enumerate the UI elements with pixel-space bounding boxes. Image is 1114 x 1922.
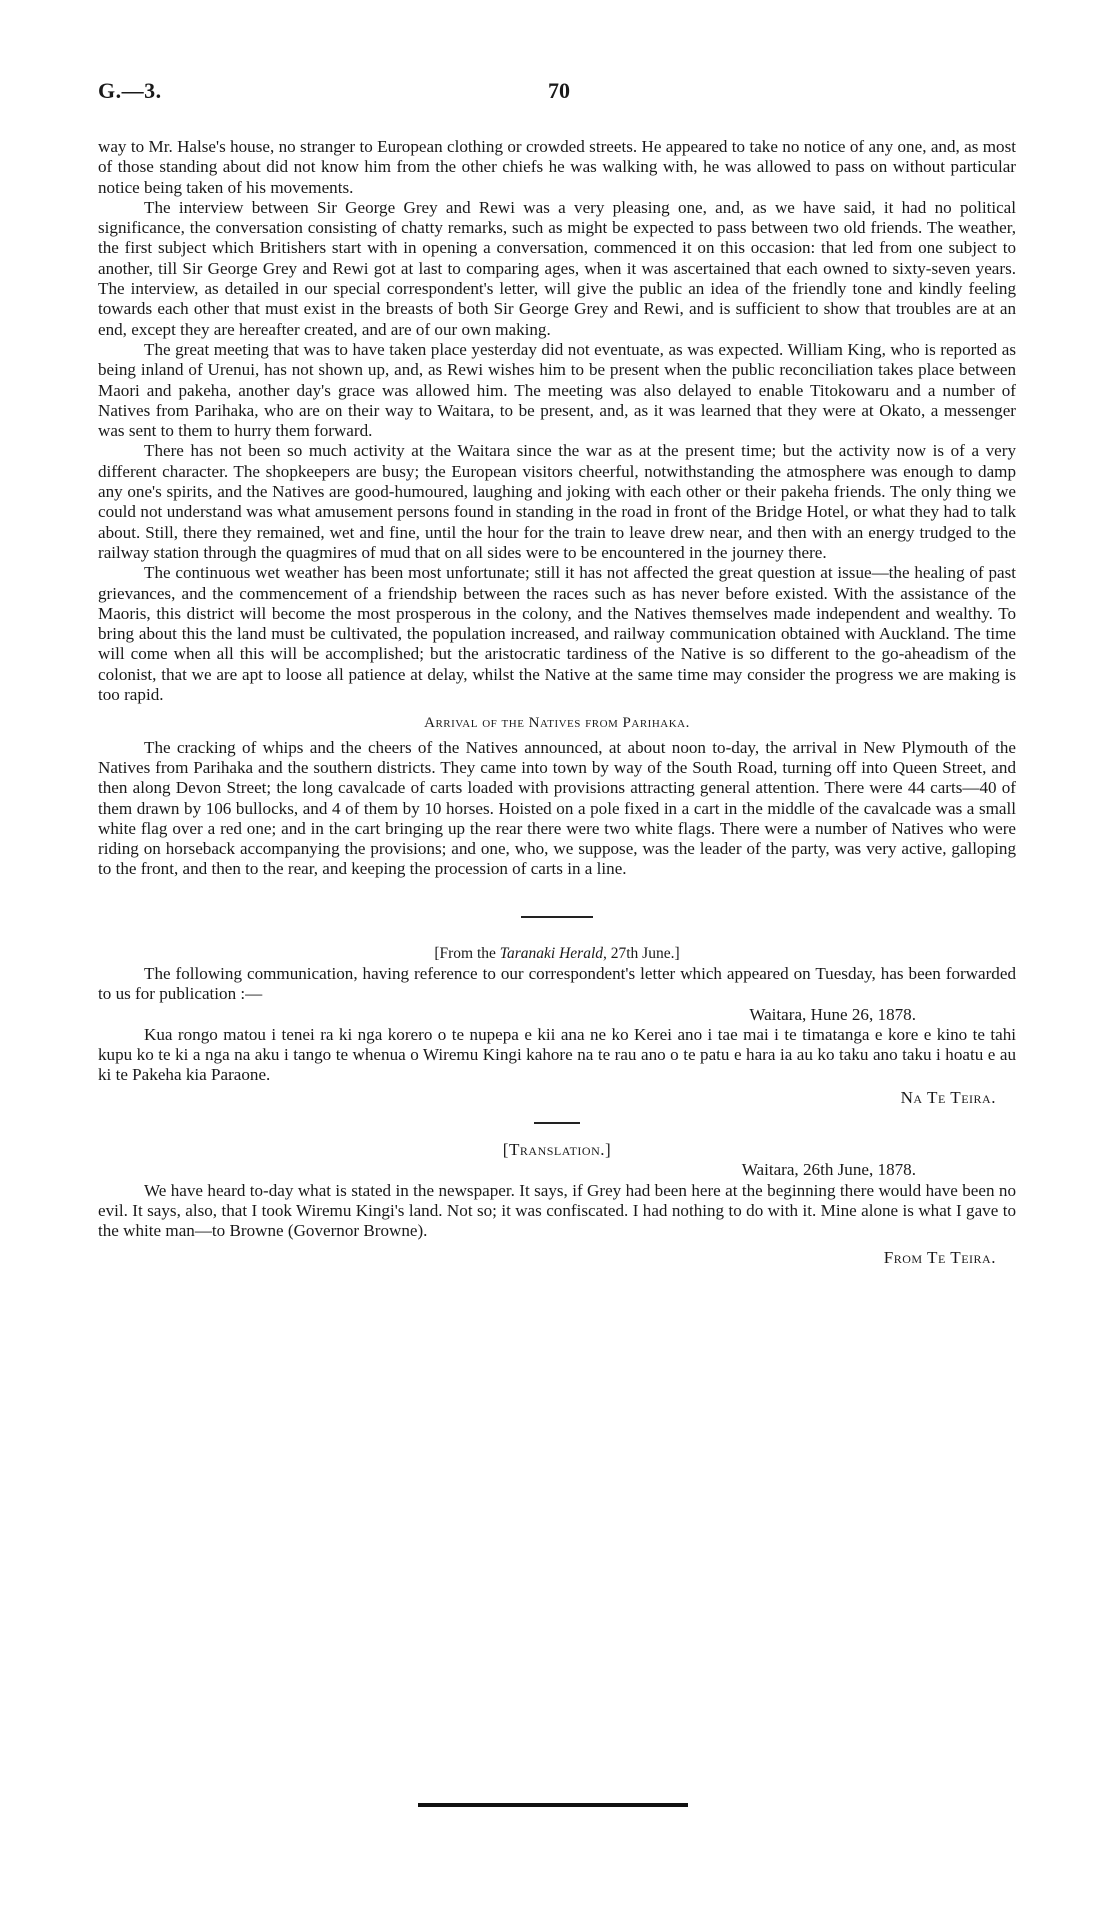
page-number: 70 [548, 78, 570, 103]
source-note [98, 944, 1016, 964]
series-code: G.—3. [98, 78, 162, 103]
source-note-paper: Taranaki Herald [499, 944, 603, 962]
translation-place-date: Waitara, 26th June, 1878. [741, 1160, 916, 1180]
translation-heading: [Translation.] [502, 1140, 612, 1160]
paragraph-continuation: way to Mr. Halse's house, no stranger to European clothing or crowded streets. He appeared to take no notice of any one, and, as most of those standing about did not know him from the other chiefs he was walking with, he was allowed to pass on without particular notice being taken of his movements. [98, 137, 1016, 197]
document-body [98, 137, 1016, 1268]
maori-letter-place-date: Waitara, Hune 26, 1878. [749, 1004, 916, 1024]
paragraph-interview: The interview between Sir George Grey and Rewi was a very pleasing one, and, as we have said, it had no political significance, the conversation consisting of chatty remarks, such as might be expected to pass between two old friends. The weather, the first subject which Britishers start with in opening a conversation, commenced it on this occasion: that led from one subject to another, till Sir George Grey and Rewi got at last to comparing ages, when it was ascertained that each owned to sixty-seven years. The interview, as detailed in our special correspondent's letter, will give the public an idea of the friendly tone and kindly feeling towards each other that must exist in the breasts of both Sir George Grey and Rewi, and is sufficient to show that troubles are at an end, except they are hereafter created, and are of our own making. [98, 197, 1016, 339]
section-heading: Arrival of the Natives from Parihaka. [424, 715, 690, 732]
maori-letter-signature: Na Te Teira. [900, 1087, 996, 1107]
maori-letter-text: Kua rongo matou i tenei ra ki nga korero o te nupepa e kii ana ne ko Kerei ano i tae mai i te timatanga e kore e kino te tahi kupu ko te ki a nga na aku i tango te whenua o Wiremu Kingi kahore na te rau ano o te patu e hara ia au ko taku ano taku i hoatu e au ki te Pakeha kia Paraone. [98, 1024, 1016, 1085]
paragraph-intro: The following communication, having reference to our correspondent's letter which appeared on Tuesday, has been forwarded to us for publication :— [98, 963, 1016, 1004]
source-note-suffix: , 27th June.] [603, 944, 680, 962]
translation-text: We have heard to-day what is stated in the newspaper. It says, if Grey had been here at the beginning there would have been no evil. It says, also, that I took Wiremu Kingi's land. Not so; it was confiscated. I had nothing to do with it. Mine alone is what I gave to the white man—to Browne (Governor Browne). [98, 1180, 1016, 1241]
paragraph-arrival: The cracking of whips and the cheers of the Natives announced, at about noon to-day, the arrival in New Plymouth of the Natives from Parihaka and the southern districts. They came into town by way of the South Road, turning off into Queen Street, and then along Devon Street; the long cavalcade of carts loaded with provisions attracting general attention. There were 44 carts—40 of them drawn by 106 bullocks, and 4 of them by 10 horses. Hoisted on a pole fixed in a cart in the middle of the cavalcade was a small white flag over a red one; and in the cart bringing up the rear there were two white flags. There were a number of Natives who were riding on horseback accompanying the provisions; and one, who, we suppose, was the leader of the party, was very active, galloping to the front, and then to the rear, and keeping the procession of carts in a line. [98, 737, 1016, 879]
closing-rule [418, 1803, 688, 1807]
paragraph-great-meeting: The great meeting that was to have taken place yesterday did not eventuate, as was expected. William King, who is reported as being inland of Urenui, has not shown up, and, as Rewi wishes him to be present when the public reconciliation takes place between Maori and pakeha, another day's grace was allowed him. The meeting was also delayed to enable Titokowaru and a number of Natives from Parihaka, who are on their way to Waitara, to be present, and, as it was learned that they were at Okato, a messenger was sent to them to hurry them forward. [98, 339, 1016, 441]
paragraph-waitara-activity: There has not been so much activity at the Waitara since the war as at the present time; but the activity now is of a very different character. The shopkeepers are busy; the European visitors cheerful, notwithstanding the atmosphere was enough to damp any one's spirits, and the Natives are good-humoured, laughing and joking with each other or their pakeha friends. The only thing we could not understand was what amusement persons found in standing in the road in front of the Bridge Hotel, or what they had to talk about. Still, there they remained, wet and fine, until the hour for the train to leave drew near, and then with an energy trudged to the railway station through the quagmires of mud that on all sides were to be encountered in the journey there. [98, 441, 1016, 562]
source-note-prefix: [From the [434, 944, 500, 962]
paragraph-wet-weather: The continuous wet weather has been most unfortunate; still it has not affected the great question at issue—the healing of past grievances, and the commencement of a friendship between the races such as has never before existed. With the assistance of the Maoris, this district will become the most prosperous in the colony, and the Natives themselves made independent and wealthy. To bring about this the land must be cultivated, the population increased, and railway communication obtained with Auckland. The time will come when all this will be accomplished; but the aristocratic tardiness of the Native is so different to the go-aheadism of the colonist, that we are apt to loose all patience at delay, whilst the Native at the same time may consider the progress we are making is too rapid. [98, 563, 1016, 705]
translation-signature: From Te Teira. [883, 1247, 996, 1267]
